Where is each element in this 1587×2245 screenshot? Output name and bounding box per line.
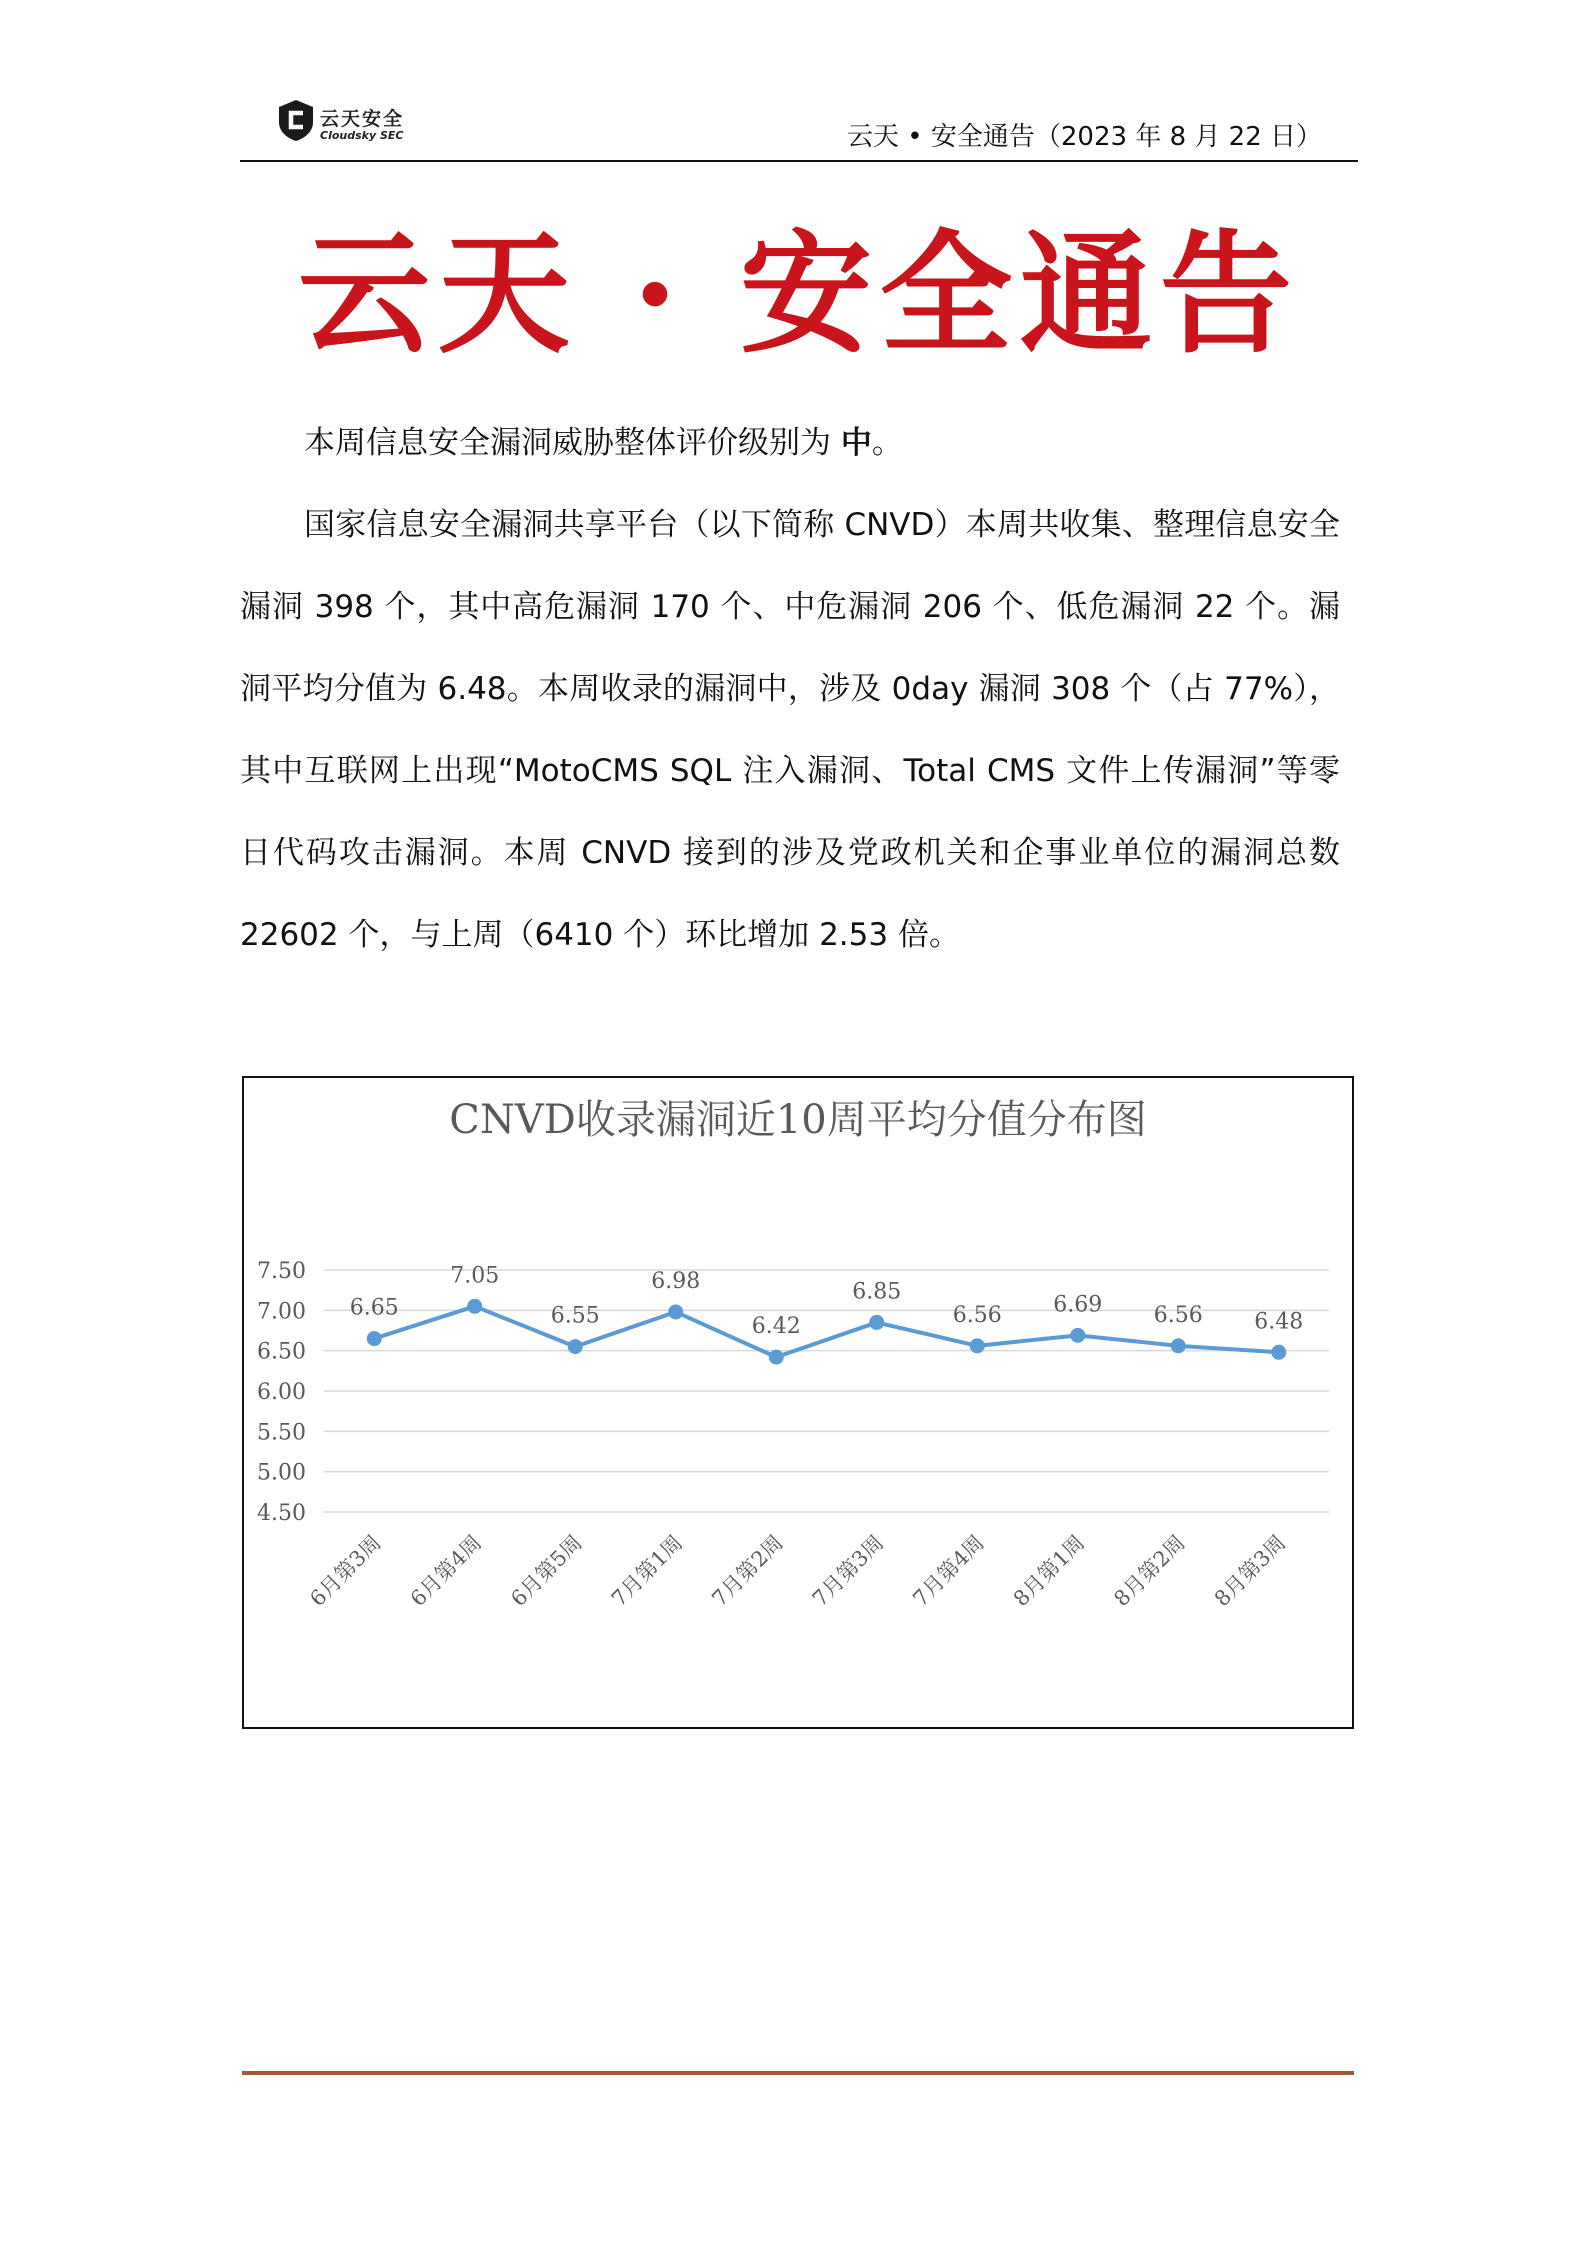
x-tick-label: 8月第2周: [1109, 1530, 1190, 1611]
x-tick-label: 6月第4周: [405, 1530, 487, 1611]
chart-title: CNVD收录漏洞近10周平均分值分布图: [449, 1097, 1147, 1143]
y-tick-label: 7.50: [257, 1259, 306, 1284]
footer-divider: [242, 2071, 1354, 2075]
header-date-title: 云天 • 安全通告（2023 年 8 月 22 日）: [847, 122, 1322, 152]
logo-text-en: Cloudsky SEC: [320, 129, 404, 142]
header-divider: [240, 160, 1358, 162]
line-chart: [242, 1076, 1354, 1729]
page-title: 云天 · 安全通告: [298, 217, 1300, 372]
x-tick-label: 8月第3周: [1209, 1530, 1291, 1611]
data-point: [1070, 1328, 1085, 1343]
y-tick-label: 6.00: [257, 1380, 306, 1405]
x-tick-label: 7月第1周: [606, 1530, 688, 1611]
data-label: 6.42: [751, 1314, 801, 1340]
data-point: [568, 1339, 583, 1354]
data-label: 6.48: [1254, 1309, 1304, 1335]
data-label: 6.65: [349, 1295, 399, 1321]
data-label: 6.56: [952, 1302, 1002, 1328]
x-tick-label: 8月第1周: [1008, 1530, 1090, 1611]
summary-paragraph: 国家信息安全漏洞共享平台（以下简称 CNVD）本周共收集、整理信息安全漏洞 398 个，其中高危漏洞 170 个、中危漏洞 206 个、低危漏洞 22 个。漏洞平均分值为 6.48。本周收录的漏洞中，涉及 0day 漏洞 308 个（占 77%），其中互联网上出现“MotoCMS SQL 注入漏洞、Total CMS 文件上传漏洞”等零日代码攻击漏洞。本周 CNVD 接到的涉及党政机关和企事业单位的漏洞总数 22602 个，与上周（6410 个）环比增加 2.53 倍。: [240, 507, 1340, 953]
data-label: 6.55: [550, 1303, 600, 1329]
x-tick-label: 7月第2周: [707, 1530, 788, 1611]
x-tick-label: 7月第3周: [807, 1530, 889, 1611]
page-header: [240, 90, 1358, 160]
chart-canvas: [244, 1078, 1352, 1727]
data-point: [869, 1315, 884, 1330]
data-point: [769, 1350, 784, 1365]
data-point: [467, 1299, 482, 1314]
data-point: [367, 1331, 382, 1346]
company-logo: [276, 98, 436, 148]
threat-level-value: 中: [840, 425, 872, 461]
y-tick-label: 5.00: [257, 1460, 306, 1486]
y-tick-label: 7.00: [257, 1299, 306, 1325]
y-tick-label: 6.50: [257, 1339, 306, 1365]
data-point: [970, 1338, 985, 1353]
data-point: [1171, 1338, 1186, 1353]
y-tick-label: 5.50: [257, 1420, 306, 1446]
data-label: 7.05: [450, 1263, 500, 1289]
logo-text-cn: 云天安全: [320, 108, 405, 130]
data-point: [1271, 1345, 1286, 1360]
x-tick-label: 6月第3周: [305, 1530, 386, 1611]
threat-level-prefix: 本周信息安全漏洞威胁整体评价级别为: [304, 425, 841, 461]
data-label: 6.85: [852, 1279, 902, 1305]
shield-logo-icon: [276, 98, 316, 142]
data-label: 6.69: [1053, 1292, 1103, 1318]
threat-level-paragraph: [240, 402, 1340, 484]
x-tick-label: 6月第5周: [506, 1530, 587, 1611]
threat-level-suffix: 。: [871, 425, 903, 461]
x-tick-label: 7月第4周: [908, 1530, 989, 1611]
y-tick-label: 4.50: [257, 1501, 306, 1526]
data-label: 6.56: [1153, 1302, 1203, 1328]
data-label: 6.98: [651, 1268, 701, 1294]
data-point: [668, 1304, 683, 1319]
